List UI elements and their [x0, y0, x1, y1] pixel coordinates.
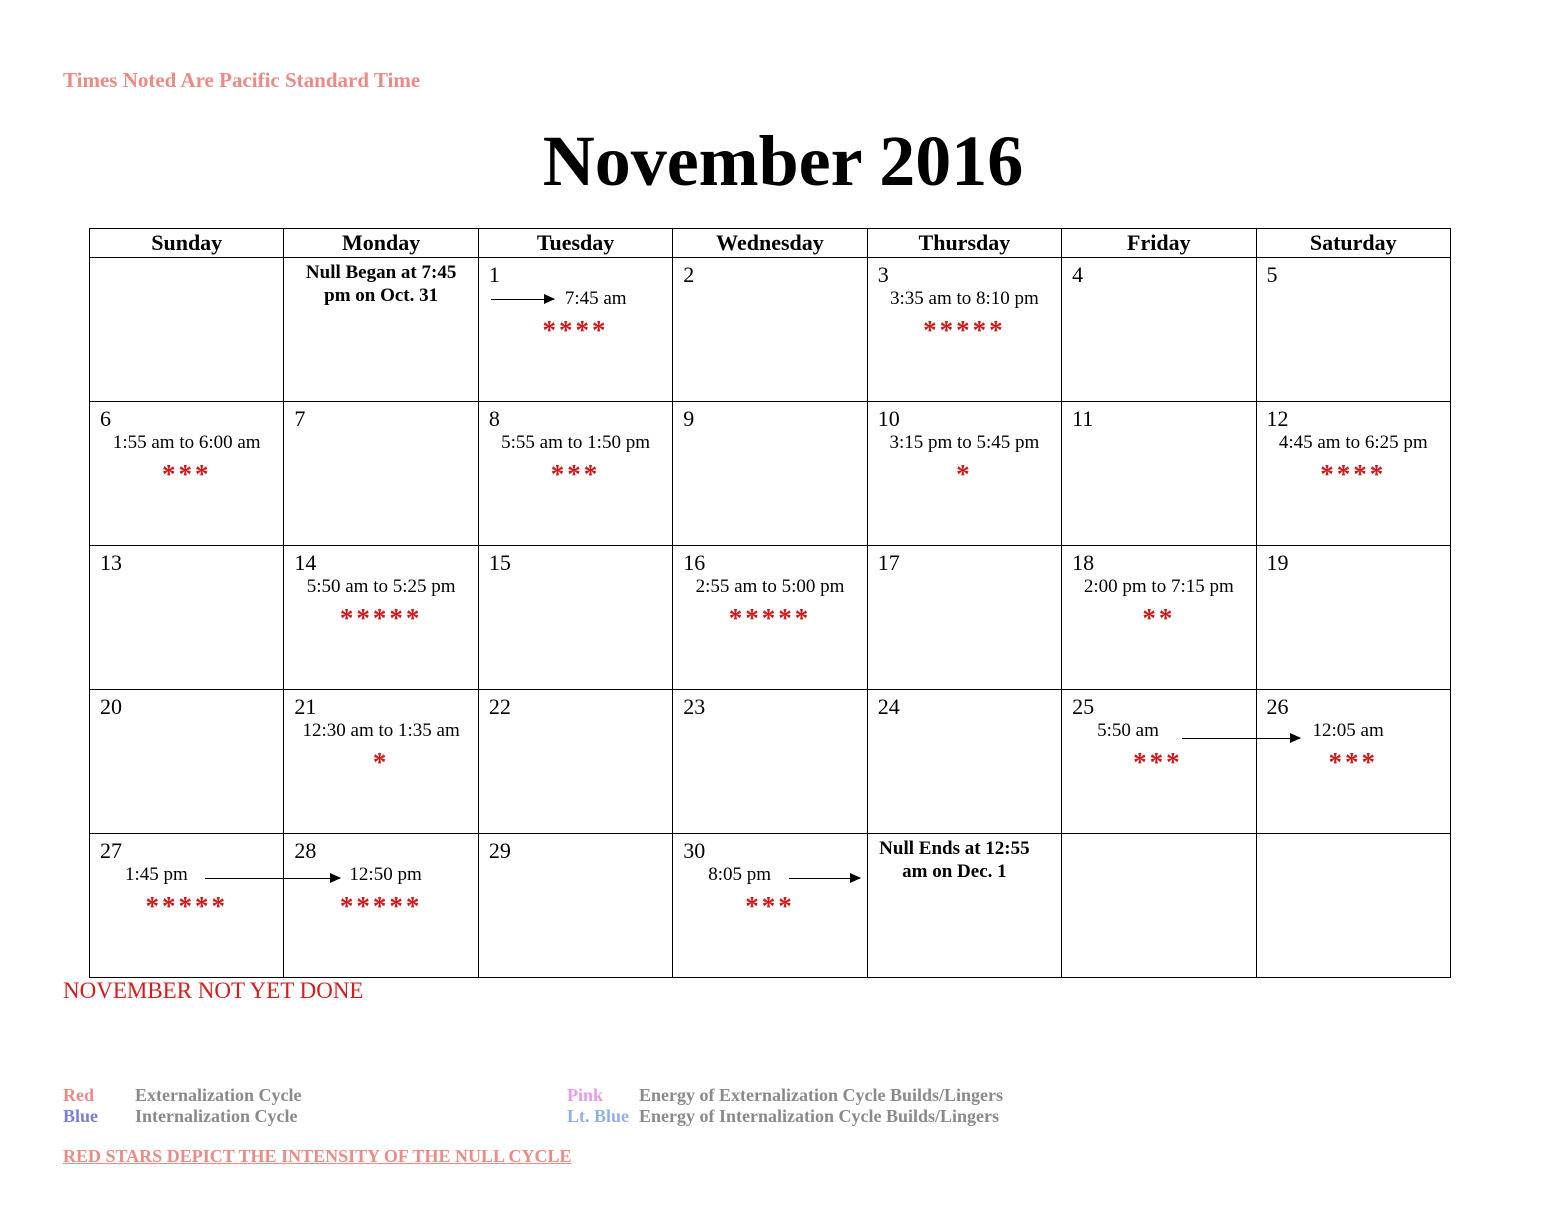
day-cell — [673, 546, 867, 690]
weekday-header: Tuesday — [478, 229, 672, 258]
legend-color-blue: Blue — [63, 1106, 99, 1126]
day-number: 26 — [1266, 694, 1289, 719]
day-cell — [673, 834, 867, 978]
day-number: 1 — [488, 262, 500, 287]
day-number: 2 — [683, 262, 695, 287]
day-number: 12 — [1266, 406, 1289, 431]
day-cell-empty — [90, 258, 284, 402]
day-cell — [1062, 258, 1256, 402]
day-cell — [1062, 402, 1256, 546]
status-note: NOVEMBER NOT YET DONE — [63, 978, 364, 1003]
weekday-header: Thursday — [867, 229, 1061, 258]
day-cell — [673, 258, 867, 402]
day-number: 19 — [1266, 550, 1289, 575]
day-cell — [284, 690, 478, 834]
day-cell — [284, 834, 478, 978]
null-time: 4:45 am to 6:25 pm — [1278, 432, 1428, 453]
weekday-header: Sunday — [90, 229, 284, 258]
week-row — [90, 402, 1451, 546]
day-cell — [867, 690, 1061, 834]
footer-note: RED STARS DEPICT THE INTENSITY OF THE NULL CYCLE — [63, 1146, 572, 1166]
intensity-stars: *** — [550, 459, 601, 489]
intensity-stars: *** — [745, 891, 795, 921]
day-number: 13 — [100, 550, 122, 575]
legend-desc-pink: Energy of Externalization Cycle Builds/Lingers — [639, 1085, 1003, 1105]
week-row — [90, 546, 1451, 690]
null-time: 12:30 am to 1:35 am — [302, 720, 460, 741]
intensity-stars: ***** — [145, 891, 228, 921]
null-time: 3:15 pm to 5:45 pm — [889, 432, 1040, 453]
day-number: 22 — [488, 694, 511, 719]
day-cell — [90, 546, 284, 690]
day-cell-empty — [1256, 834, 1450, 978]
day-cell — [867, 834, 1061, 978]
weekday-header: Friday — [1062, 229, 1256, 258]
legend-desc-blue: Internalization Cycle — [135, 1106, 298, 1126]
null-time: 5:50 am — [1097, 720, 1159, 741]
null-time: 2:55 am to 5:00 pm — [695, 576, 845, 597]
day-cell — [1062, 546, 1256, 690]
day-cell — [284, 546, 478, 690]
legend-color-red: Red — [63, 1085, 94, 1105]
weekday-header-row — [90, 229, 1451, 258]
day-number: 27 — [100, 838, 122, 863]
week-row — [90, 258, 1451, 402]
day-cell — [284, 258, 478, 402]
legend-color-pink: Pink — [567, 1085, 604, 1105]
day-number: 10 — [877, 406, 900, 431]
continuation-arrow — [205, 878, 340, 879]
null-time: 1:45 pm — [125, 864, 188, 885]
intensity-stars: ***** — [728, 603, 812, 633]
day-cell — [673, 690, 867, 834]
day-number: 24 — [877, 694, 900, 719]
legend-desc-red: Externalization Cycle — [135, 1085, 302, 1105]
day-cell — [478, 258, 672, 402]
day-number: 17 — [877, 550, 900, 575]
day-number: 21 — [294, 694, 317, 719]
day-number: 6 — [100, 406, 111, 431]
day-cell — [1062, 690, 1256, 834]
day-number: 5 — [1266, 262, 1278, 287]
intensity-stars: ***** — [339, 603, 423, 633]
null-end-note: Null Ends at 12:55 am on Dec. 1 — [879, 838, 1030, 882]
intensity-stars: **** — [542, 315, 609, 345]
intensity-stars: * — [372, 747, 390, 777]
day-number: 8 — [488, 406, 500, 431]
day-cell — [90, 834, 284, 978]
day-cell — [90, 402, 284, 546]
day-number: 28 — [294, 838, 317, 863]
day-cell — [1256, 546, 1450, 690]
intensity-stars: ** — [1142, 603, 1176, 633]
day-cell — [1256, 402, 1450, 546]
page-title: November 2016 — [542, 121, 1024, 201]
day-number: 20 — [100, 694, 122, 719]
legend-desc-lt-blue: Energy of Internalization Cycle Builds/Lingers — [639, 1106, 999, 1126]
day-cell — [867, 546, 1061, 690]
calendar-grid — [89, 228, 1451, 978]
day-cell — [478, 834, 672, 978]
day-cell — [1256, 690, 1450, 834]
day-number: 9 — [683, 406, 695, 431]
intensity-stars: ***** — [923, 315, 1006, 345]
day-number: 11 — [1072, 406, 1094, 431]
intensity-stars: *** — [1133, 747, 1183, 777]
day-cell-empty — [1062, 834, 1256, 978]
null-begin-note: Null Began at 7:45 pm on Oct. 31 — [305, 262, 457, 306]
week-row — [90, 690, 1451, 834]
week-row — [90, 834, 1451, 978]
continuation-arrow — [491, 299, 554, 300]
null-time: 12:50 pm — [349, 864, 422, 885]
continuation-arrow — [1182, 738, 1300, 739]
timezone-note: Times Noted Are Pacific Standard Time — [63, 68, 421, 92]
null-time: 1:55 am to 6:00 am — [112, 432, 261, 453]
null-time: 3:35 am to 8:10 pm — [889, 288, 1039, 309]
null-time: 5:55 am to 1:50 pm — [501, 432, 650, 453]
day-cell — [284, 402, 478, 546]
day-cell — [478, 402, 672, 546]
day-number: 23 — [683, 694, 706, 719]
intensity-stars: * — [956, 459, 973, 489]
day-number: 15 — [488, 550, 511, 575]
null-time: 8:05 pm — [708, 864, 772, 885]
day-number: 18 — [1072, 550, 1095, 575]
day-cell — [478, 690, 672, 834]
weekday-header: Monday — [284, 229, 478, 258]
day-number: 16 — [683, 550, 706, 575]
day-number: 29 — [488, 838, 511, 863]
day-number: 7 — [294, 406, 306, 431]
day-number: 14 — [294, 550, 317, 575]
day-cell — [1256, 258, 1450, 402]
day-cell — [673, 402, 867, 546]
null-time: 2:00 pm to 7:15 pm — [1083, 576, 1234, 597]
weekday-header: Saturday — [1256, 229, 1450, 258]
intensity-stars: *** — [1328, 747, 1379, 777]
day-cell — [478, 546, 672, 690]
intensity-stars: ***** — [339, 891, 423, 921]
day-number: 3 — [877, 262, 889, 287]
null-time: 5:50 am to 5:25 pm — [306, 576, 456, 597]
intensity-stars: **** — [1320, 459, 1387, 489]
day-number: 25 — [1072, 694, 1095, 719]
day-cell — [90, 690, 284, 834]
weekday-header: Wednesday — [673, 229, 867, 258]
null-time: 7:45 am — [564, 288, 627, 309]
day-number: 4 — [1072, 262, 1084, 287]
legend-color-lt-blue: Lt. Blue — [567, 1106, 630, 1126]
null-time: 12:05 am — [1312, 720, 1384, 741]
day-cell — [867, 258, 1061, 402]
continuation-arrow — [789, 878, 860, 879]
day-number: 30 — [683, 838, 706, 863]
intensity-stars: *** — [161, 459, 212, 489]
day-cell — [867, 402, 1061, 546]
